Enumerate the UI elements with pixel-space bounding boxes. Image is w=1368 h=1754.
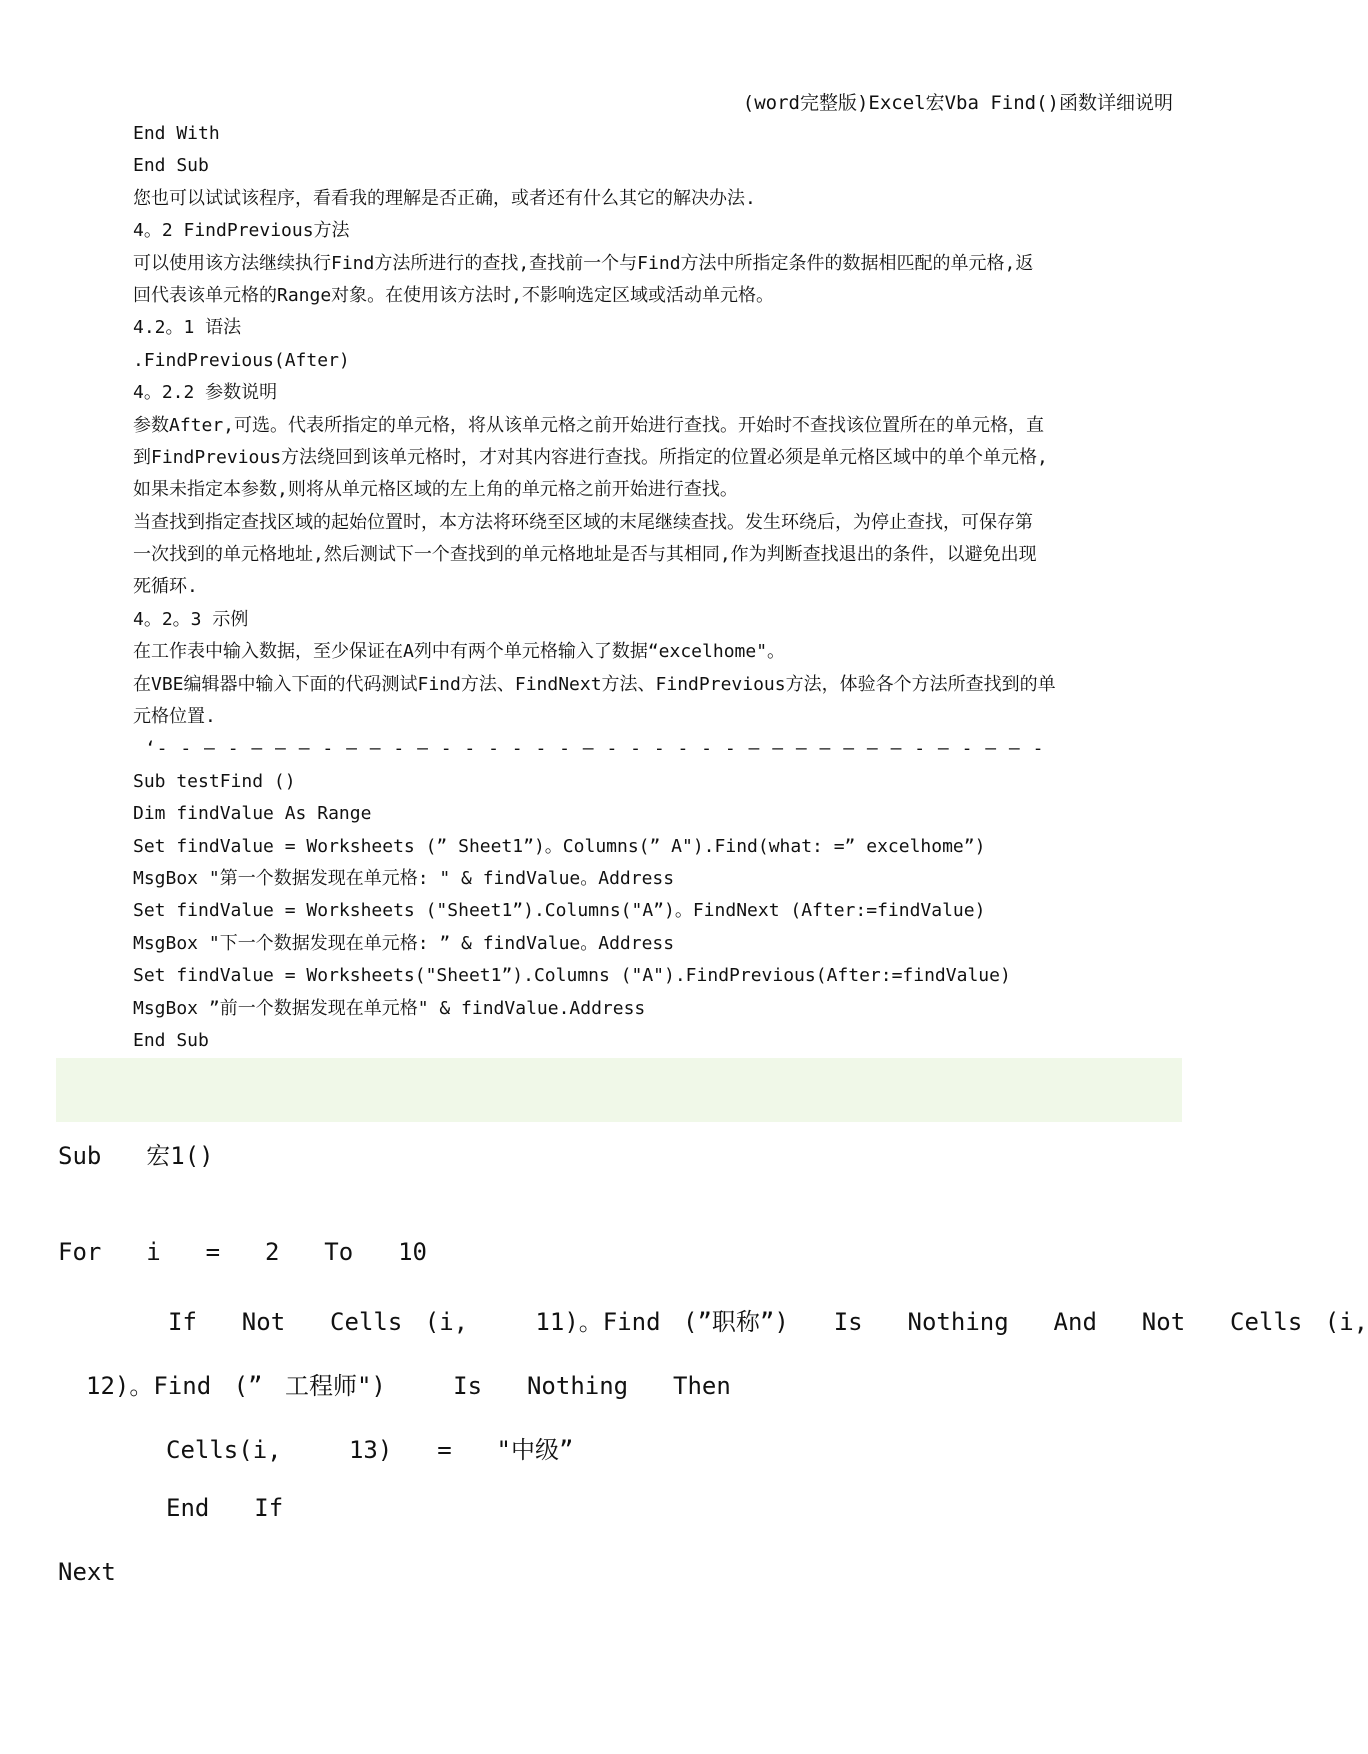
paragraph: 您也可以试试该程序，看看我的理解是否正确，或者还有什么其它的解决办法. (133, 187, 756, 209)
macro-assign-line: Cells(i, 13) = "中级” (166, 1436, 574, 1464)
paragraph-line: 在VBE编辑器中输入下面的代码测试Find方法、FindNext方法、FindPrevious方法，体验各个方法所查找到的单 (133, 673, 1056, 695)
comment-divider: ‘- - — - — — — - — — - — - - - - - - — - - - - - - — — — — — — — - — - — — - (133, 738, 1045, 760)
section-heading: 4.2。1 语法 (133, 317, 242, 339)
paragraph-line: 元格位置. (133, 706, 216, 728)
paragraph-line: 死循环. (133, 576, 198, 598)
macro-if-line-continued: 12)。Find (” 工程师") Is Nothing Then (86, 1372, 731, 1400)
code-line: End Sub (133, 155, 209, 177)
code-line: MsgBox ”前一个数据发现在单元格" & findValue.Address (133, 997, 646, 1019)
code-line: .FindPrevious(After) (133, 349, 350, 371)
macro-for-line: For i = 2 To 10 (58, 1238, 427, 1266)
highlight-band (56, 1058, 1182, 1122)
code-line: End Sub (133, 1029, 209, 1051)
code-line: Set findValue = Worksheets ("Sheet1”).Columns("A”)。FindNext (After:=findValue) (133, 900, 986, 922)
paragraph-line: 可以使用该方法继续执行Find方法所进行的查找,查找前一个与Find方法中所指定条件的数据相匹配的单元格,返 (133, 252, 1034, 274)
section-heading: 4。2 FindPrevious方法 (133, 220, 350, 242)
code-line: Set findValue = Worksheets("Sheet1”).Columns ("A").FindPrevious(After:=findValue) (133, 965, 1011, 987)
section-heading: 4。2.2 参数说明 (133, 382, 278, 404)
paragraph-line: 一次找到的单元格地址,然后测试下一个查找到的单元格地址是否与其相同,作为判断查找退出的条件，以避免出现 (133, 544, 1037, 566)
macro-endif-line: End If (166, 1494, 284, 1522)
code-line: Set findValue = Worksheets (” Sheet1”)。Columns(” A").Find(what: =” excelhome”) (133, 835, 986, 857)
macro-next-line: Next (58, 1558, 116, 1586)
document-body (133, 118, 1183, 1057)
paragraph-line: 如果未指定本参数,则将从单元格区域的左上角的单元格之前开始进行查找。 (133, 479, 738, 501)
code-line: MsgBox "第一个数据发现在单元格: " & findValue。Address (133, 867, 675, 889)
code-line: Sub testFind () (133, 770, 296, 792)
paragraph-line: 当查找到指定查找区域的起始位置时，本方法将环绕至区域的末尾继续查找。发生环绕后，为停止查找，可保存第 (133, 511, 1033, 533)
code-line: Dim findValue As Range (133, 803, 372, 825)
paragraph-line: 在工作表中输入数据，至少保证在A列中有两个单元格输入了数据“excelhome"。 (133, 641, 786, 663)
page-header: (word完整版)Excel宏Vba Find()函数详细说明 (742, 92, 1173, 114)
section-heading: 4。2。3 示例 (133, 608, 249, 630)
code-line: MsgBox "下一个数据发现在单元格: ” & findValue。Address (133, 932, 675, 954)
paragraph-line: 回代表该单元格的Range对象。在使用该方法时,不影响选定区域或活动单元格。 (133, 284, 775, 306)
paragraph-line: 到FindPrevious方法绕回到该单元格时，才对其内容进行查找。所指定的位置必须是单元格区域中的单个单元格, (133, 446, 1048, 468)
macro-if-line: If Not Cells (i, 11)。Find (”职称”) Is Nothing And Not Cells (i, (168, 1308, 1368, 1336)
macro-sub-line: Sub 宏1() (58, 1142, 214, 1170)
paragraph-line: 参数After,可选。代表所指定的单元格，将从该单元格之前开始进行查找。开始时不查找该位置所在的单元格，直 (133, 414, 1045, 436)
code-line: End With (133, 123, 220, 144)
